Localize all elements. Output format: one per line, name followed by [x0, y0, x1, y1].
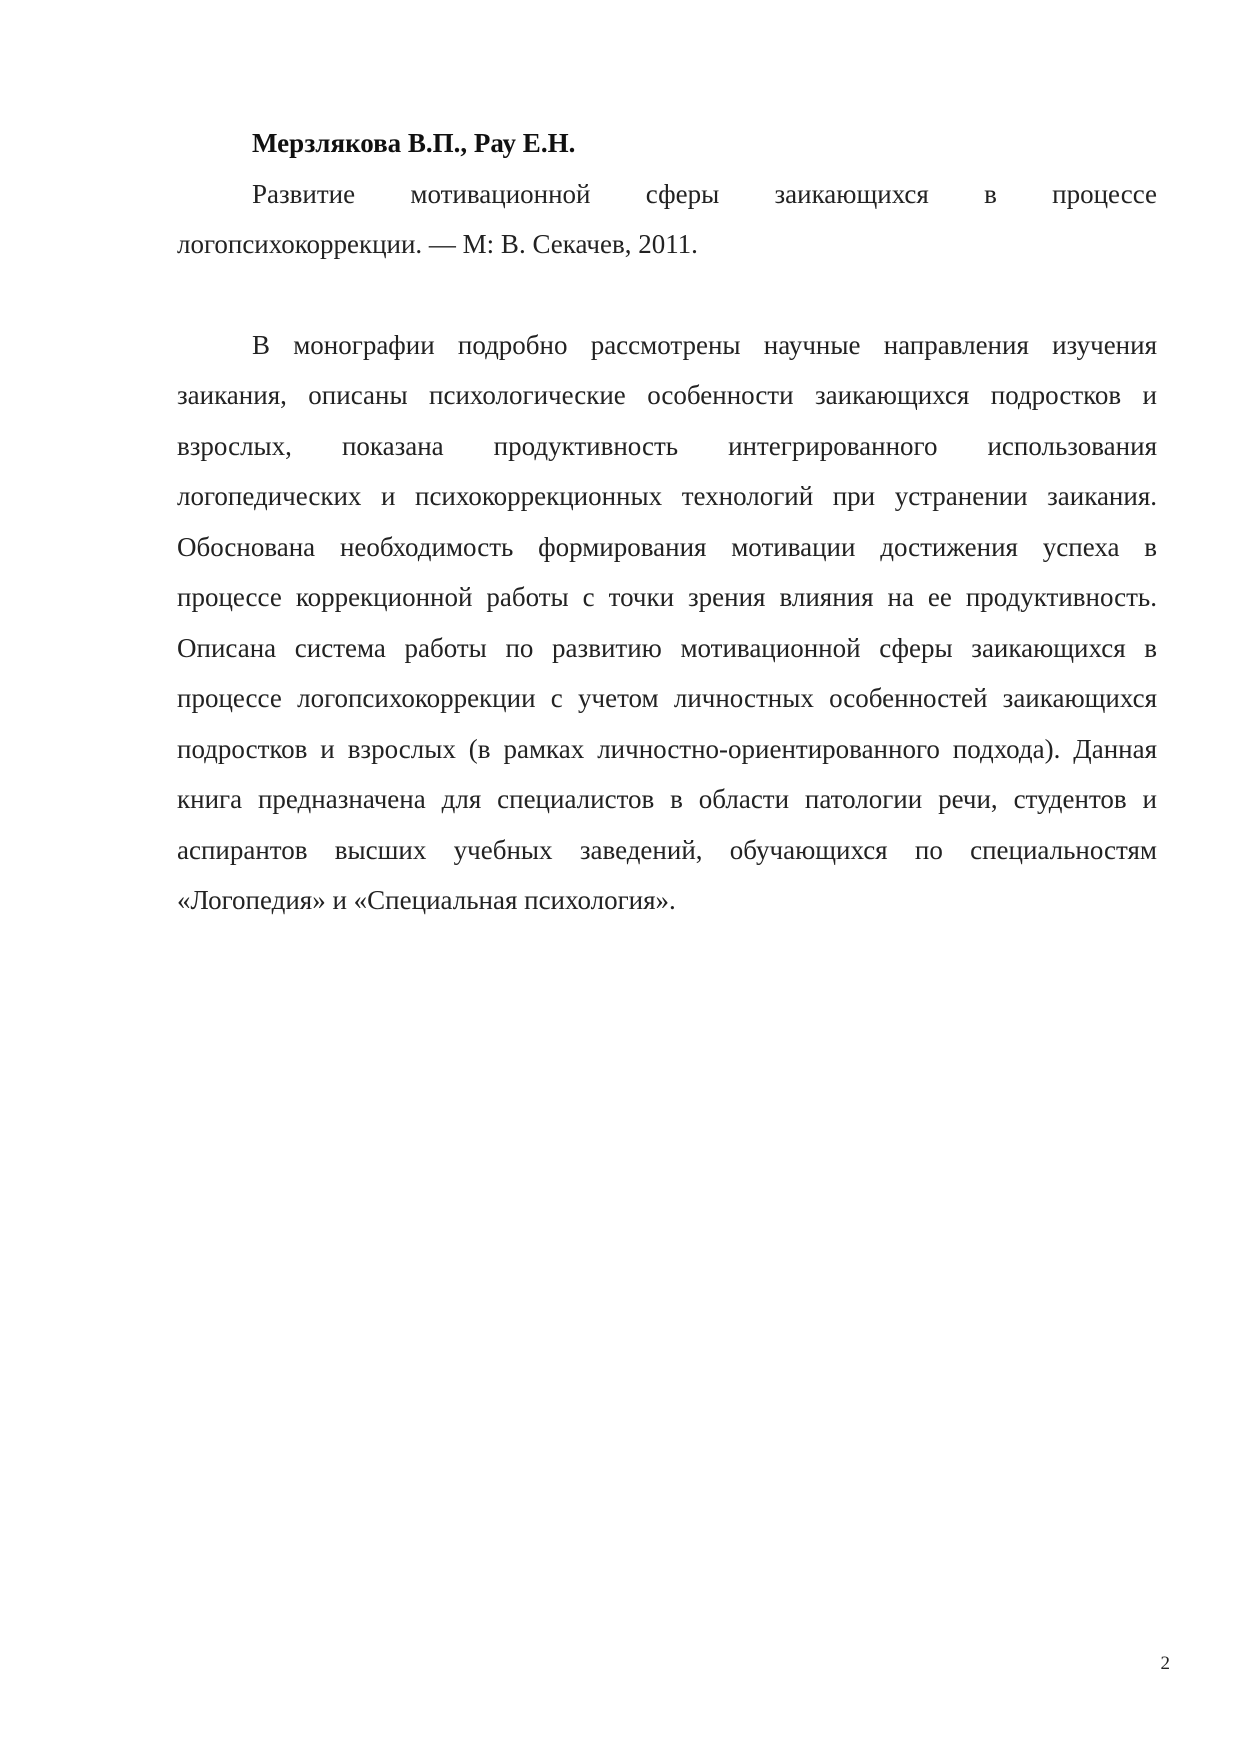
abstract-paragraph: В монографии подробно рассмотрены научные направления изучения заикания, описаны психологические особенности заикающихся подростков и взрослых, показана продуктивность интегрированного использования логопедических и психокоррекционных технологий при устранении заикания. Обоснована необходимость формирования мотивации достижения успеха в процессе коррекционной работы с точки зрения влияния на ее продуктивность. Описана система работы по развитию мотивационной сферы заикающихся в процессе логопсихокоррекции с учетом личностных особенностей заикающихся подростков и взрослых (в рамках личностно-ориентированного подхода). Данная книга предназначена для специалистов в области патологии речи, студентов и аспирантов высших учебных заведений, обучающихся по специальностям «Логопедия» и «Специальная психология». — [177, 329, 1157, 915]
authors-heading: Мерзлякова В.П., Рау Е.Н. — [252, 128, 576, 158]
page-number: 2 — [1160, 1653, 1170, 1674]
page-content — [177, 118, 1157, 926]
book-citation: Развитие мотивационной сферы заикающихся в процессе логопсихокоррекции. — М: В. Секачев, 2011. — [177, 178, 1157, 259]
